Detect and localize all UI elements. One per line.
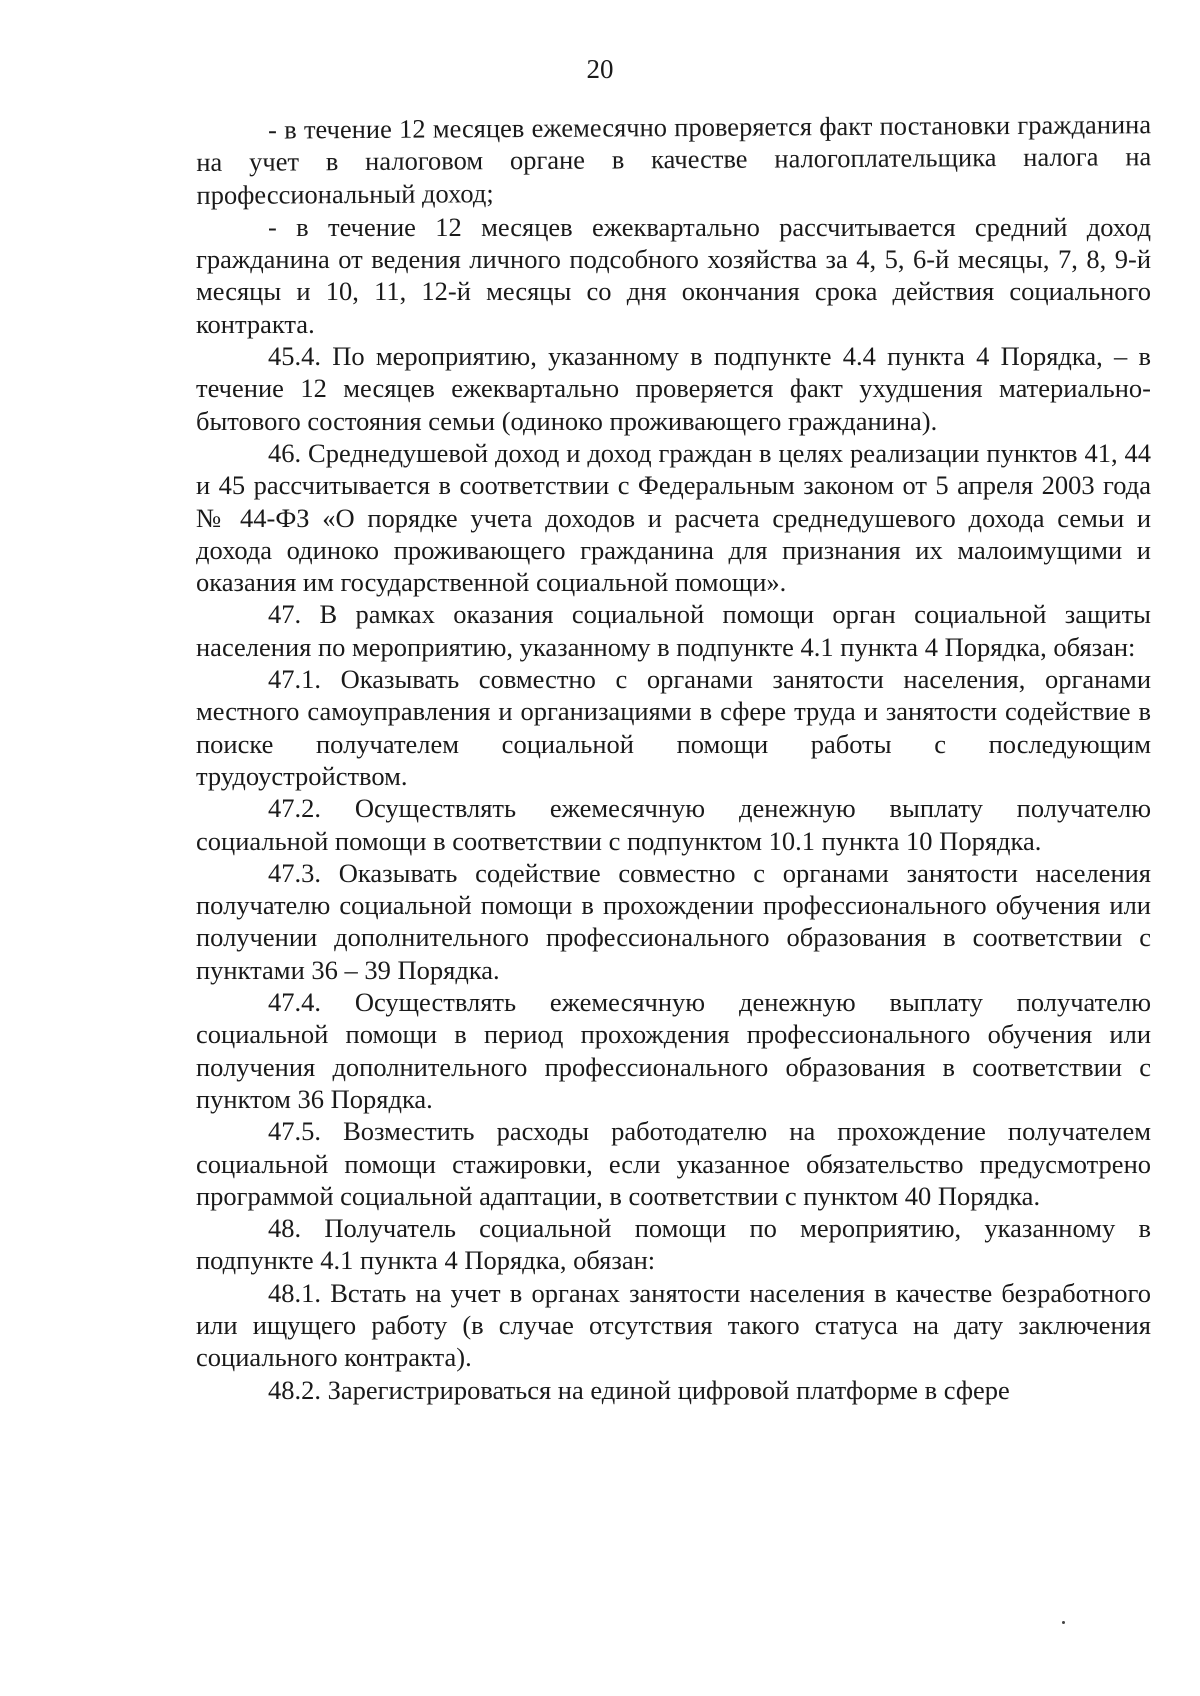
paragraph-48-1: 48.1. Встать на учет в органах занятости населения в качестве безработного или ищущего работу (в случае отсутствия такого статуса на дату заключения социального контракта). xyxy=(196,1277,1151,1373)
document-body xyxy=(196,109,1152,1406)
paragraph-47-3: 47.3. Оказывать содействие совместно с органами занятости населения получателю социальной помощи в прохождении профессионального обучения или получении дополнительного профессионального образования в соответствии с пунктами 36 – 39 Порядка. xyxy=(196,857,1151,985)
paragraph-47: 47. В рамках оказания социальной помощи орган социальной защиты населения по мероприятию, указанному в подпункте 4.1 пункта 4 Порядка, обязан: xyxy=(196,599,1151,662)
page-number: 20 xyxy=(586,54,614,84)
paragraph-48-2: 48.2. Зарегистрироваться на единой цифровой платформе в сфере xyxy=(268,1374,1010,1405)
paragraph-47-1: 47.1. Оказывать совместно с органами занятости населения, органами местного самоуправления и организациями в сфере труда и занятости содействие в поиске получателем социальной помощи работы с последующим трудоустройством. xyxy=(196,664,1151,791)
scan-speck xyxy=(1062,1621,1065,1624)
paragraph-47-5: 47.5. Возместить расходы работодателю на прохождение получателем социальной помощи стажировки, если указанное обязательство предусмотрено программой социальной адаптации, в соответствии с пунктом 40 Порядка. xyxy=(196,1116,1151,1211)
paragraph-47-4: 47.4. Осуществлять ежемесячную денежную выплату получателю социальной помощи в период прохождения профессионального обучения или получения дополнительного профессионального образования в соответствии с пунктом 36 Порядка. xyxy=(196,987,1151,1114)
paragraph-48: 48. Получатель социальной помощи по мероприятию, указанному в подпункте 4.1 пункта 4 Порядка, обязан: xyxy=(196,1213,1151,1276)
paragraph-45-4: 45.4. По мероприятию, указанному в подпункте 4.4 пункта 4 Порядка, – в течение 12 месяцев ежеквартально проверяется факт ухудшения материально-бытового состояния семьи (одиноко проживающего гражданина). xyxy=(196,341,1151,436)
paragraph-47-2: 47.2. Осуществлять ежемесячную денежную выплату получателю социальной помощи в соответствии с подпунктом 10.1 пункта 10 Порядка. xyxy=(196,793,1151,856)
paragraph-average-income-check: - в течение 12 месяцев ежеквартально рассчитывается средний доход гражданина от ведения личного подсобного хозяйства за 4, 5, 6-й месяцы, 7, 8, 9-й месяцы и 10, 11, 12-й месяцы со дня окончания срока действия социального контракта. xyxy=(196,211,1151,339)
paragraph-tax-registration-check: - в течение 12 месяцев ежемесячно проверяется факт постановки гражданина на учет в налоговом органе в качестве налогоплательщика налога на профессиональный доход; xyxy=(196,109,1152,210)
paragraph-46: 46. Среднедушевой доход и доход граждан в целях реализации пунктов 41, 44 и 45 рассчитывается в соответствии с Федеральным законом от 5 апреля 2003 года № 44-ФЗ «О порядке учета доходов и расчета среднедушевого дохода семьи и дохода одиноко проживающего гражданина для признания их малоимущими и оказания им государственной социальной помощи». xyxy=(196,437,1151,598)
